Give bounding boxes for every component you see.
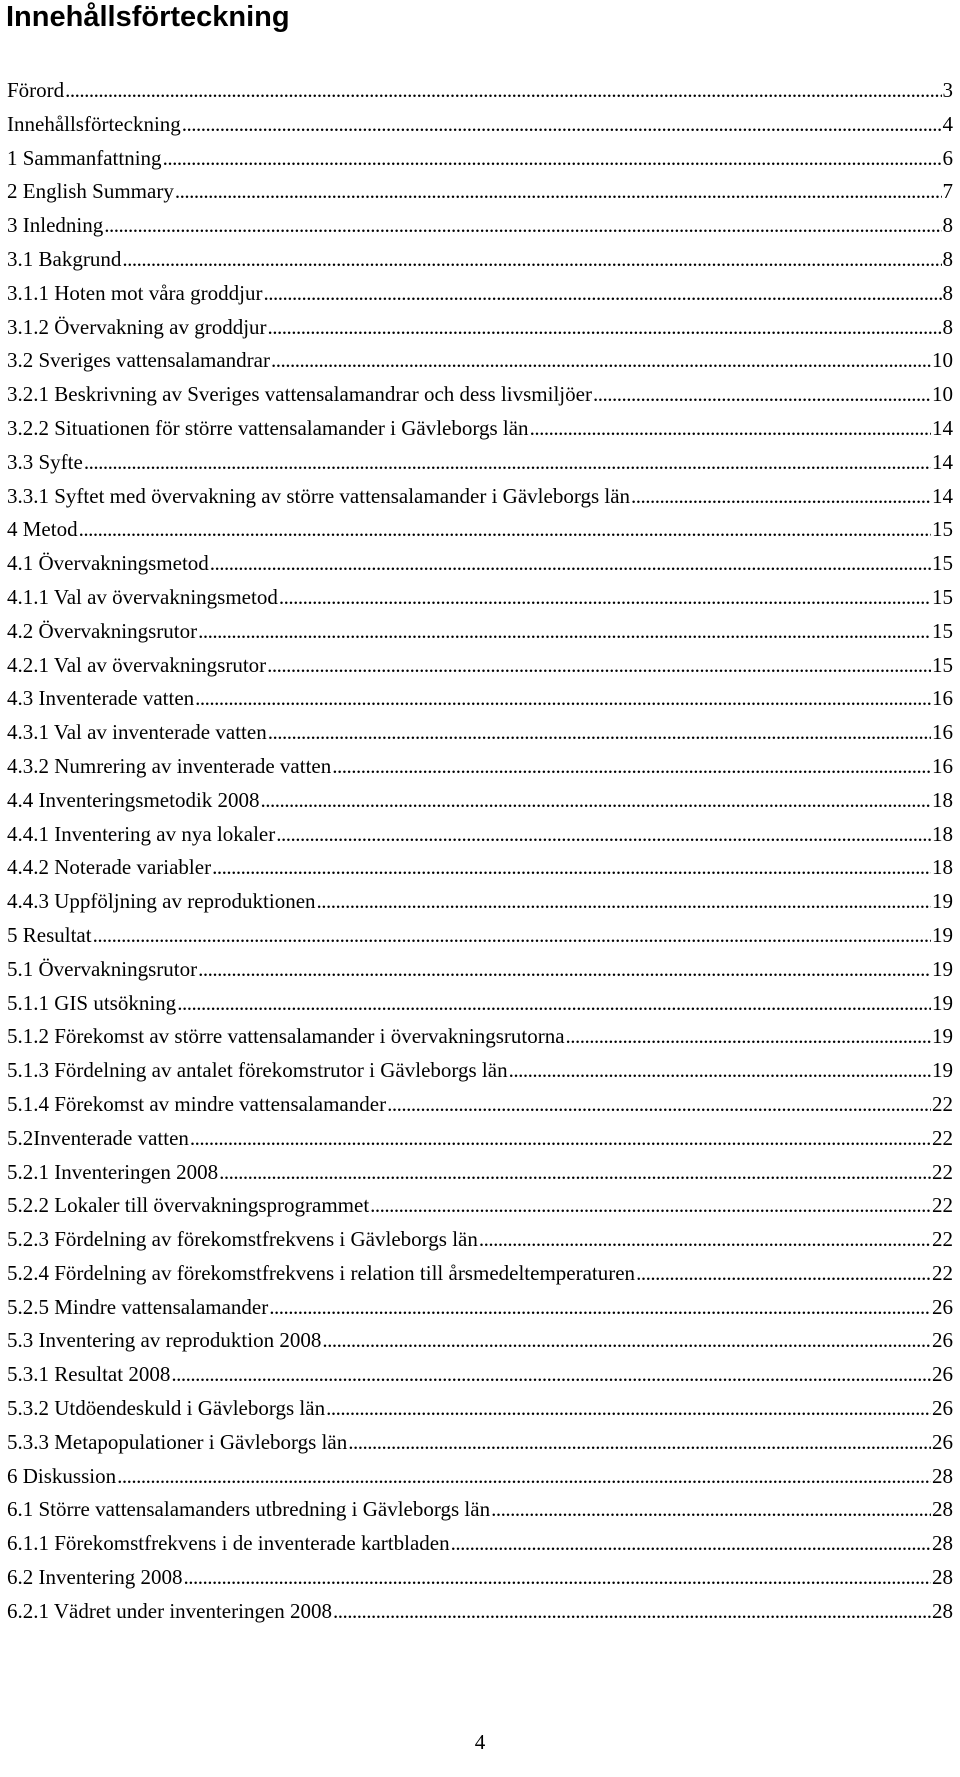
toc-entry-title: 4.4.1 Inventering av nya lokaler <box>7 821 276 846</box>
toc-dot-leader <box>163 142 942 176</box>
toc-entry[interactable] <box>7 344 953 378</box>
toc-dot-leader <box>322 1324 931 1358</box>
toc-entry-page: 28 <box>932 1565 953 1590</box>
toc-entry-page: 22 <box>932 1227 953 1252</box>
toc-entry-page: 22 <box>932 1125 953 1150</box>
toc-entry-page: 10 <box>932 382 953 407</box>
toc-dot-leader <box>491 1493 931 1527</box>
toc-entry-title: 5.3.1 Resultat 2008 <box>7 1362 171 1387</box>
toc-entry-title: 3.2 Sveriges vattensalamandrar <box>7 348 270 373</box>
toc-entry-title: 4.4.2 Noterade variabler <box>7 855 212 880</box>
toc-entry-page: 15 <box>932 652 953 677</box>
toc-dot-leader <box>212 851 931 885</box>
toc-entry[interactable] <box>7 1054 953 1088</box>
toc-entry-title: 3.3 Syfte <box>7 449 83 474</box>
toc-entry[interactable] <box>7 919 953 953</box>
toc-entry-title: 5.1 Övervakningsrutor <box>7 956 198 981</box>
toc-dot-leader <box>333 1595 931 1629</box>
toc-entry[interactable] <box>7 1527 953 1561</box>
toc-entry[interactable] <box>7 1189 953 1223</box>
toc-entry-page: 8 <box>942 280 953 305</box>
toc-dot-leader <box>210 547 931 581</box>
toc-entry-page: 14 <box>932 415 953 440</box>
toc-entry-title: 5 Resultat <box>7 922 92 947</box>
toc-entry-title: 5.2.2 Lokaler till övervakningsprogrammet <box>7 1193 370 1218</box>
toc-dot-leader <box>530 412 931 446</box>
toc-entry-page: 26 <box>932 1396 953 1421</box>
toc-entry-title: Förord <box>7 78 65 102</box>
toc-dot-leader <box>317 885 931 919</box>
page-title: Innehållsförteckning <box>6 1 290 33</box>
toc-entry[interactable] <box>7 243 953 277</box>
toc-entry-title: 1 Sammanfattning <box>7 145 162 170</box>
toc-entry-page: 28 <box>932 1598 953 1623</box>
toc-entry-title: 3.2.1 Beskrivning av Sveriges vattensalamandrar och dess livsmiljöer <box>7 382 592 407</box>
toc-dot-leader <box>566 1020 931 1054</box>
toc-entry-title: 3.1.1 Hoten mot våra groddjur <box>7 280 263 305</box>
toc-entry-page: 10 <box>932 348 953 373</box>
toc-entry[interactable] <box>7 1595 953 1629</box>
toc-entry-page: 22 <box>932 1091 953 1116</box>
toc-entry[interactable] <box>7 818 953 852</box>
toc-entry-page: 28 <box>932 1531 953 1556</box>
toc-dot-leader <box>451 1527 931 1561</box>
toc-entry[interactable] <box>7 716 953 750</box>
toc-dot-leader <box>93 919 931 953</box>
toc-dot-leader <box>195 682 931 716</box>
toc-entry[interactable] <box>7 513 953 547</box>
toc-entry-title: 4.3.1 Val av inventerade vatten <box>7 720 267 745</box>
toc-entry-title: 3.1.2 Övervakning av groddjur <box>7 314 267 339</box>
toc-entry-page: 16 <box>932 753 953 778</box>
page-number: 4 <box>474 1730 486 1754</box>
toc-entry-title: 2 English Summary <box>7 179 174 204</box>
toc-dot-leader <box>117 1460 931 1494</box>
toc-entry-title: 4.3.2 Numrering av inventerade vatten <box>7 753 332 778</box>
toc-entry[interactable] <box>7 277 953 311</box>
toc-entry[interactable] <box>7 547 953 581</box>
toc-entry-page: 6 <box>942 145 953 170</box>
toc-entry-title: 4.4.3 Uppföljning av reproduktionen <box>7 889 316 914</box>
toc-entry-title: 6.1 Större vattensalamanders utbredning i Gävleborgs län <box>7 1497 491 1522</box>
toc-dot-leader <box>65 74 941 108</box>
toc-dot-leader <box>175 175 942 209</box>
toc-entry-page: 4 <box>942 111 953 136</box>
toc-entry[interactable] <box>7 1122 953 1156</box>
toc-entry-title: 5.2Inventerade vatten <box>7 1125 189 1150</box>
toc-dot-leader <box>263 277 941 311</box>
toc-dot-leader <box>636 1257 931 1291</box>
toc-dot-leader <box>171 1358 931 1392</box>
toc-entry[interactable] <box>7 108 953 142</box>
toc-dot-leader <box>332 750 931 784</box>
toc-entry-title: 5.2.4 Fördelning av förekomstfrekvens i relation till årsmedeltemperaturen <box>7 1260 636 1285</box>
toc-entry-page: 18 <box>932 855 953 880</box>
toc-entry-page: 14 <box>932 449 953 474</box>
toc-dot-leader <box>348 1426 931 1460</box>
toc-entry-page: 22 <box>932 1260 953 1285</box>
toc-entry[interactable] <box>7 1088 953 1122</box>
toc-entry-page: 18 <box>932 787 953 812</box>
toc-dot-leader <box>84 446 931 480</box>
toc-entry[interactable] <box>7 682 953 716</box>
toc-entry-title: 4 Metod <box>7 517 78 542</box>
toc-entry-title: 3.1 Bakgrund <box>7 246 122 271</box>
toc-entry[interactable] <box>7 1493 953 1527</box>
toc-entry-page: 15 <box>932 584 953 609</box>
toc-entry[interactable] <box>7 649 953 683</box>
toc-entry[interactable] <box>7 581 953 615</box>
toc-entry-title: 5.1.3 Fördelning av antalet förekomstrutor i Gävleborgs län <box>7 1058 508 1083</box>
toc-entry-page: 7 <box>942 179 953 204</box>
toc-entry-page: 28 <box>932 1497 953 1522</box>
toc-entry-title: Innehållsförteckning <box>7 111 181 136</box>
toc-entry-title: 4.1 Övervakningsmetod <box>7 551 209 576</box>
toc-entry-title: 4.2.1 Val av övervakningsrutor <box>7 652 267 677</box>
toc-entry-title: 6 Diskussion <box>7 1463 117 1488</box>
toc-entry[interactable] <box>7 1392 953 1426</box>
toc-dot-leader <box>122 243 941 277</box>
toc-dot-leader <box>370 1189 931 1223</box>
toc-dot-leader <box>177 987 931 1021</box>
toc-entry[interactable] <box>7 1257 953 1291</box>
toc-entry-page: 19 <box>932 990 953 1015</box>
toc-entry-title: 3.3.1 Syftet med övervakning av större vattensalamander i Gävleborgs län <box>7 483 631 508</box>
toc-entry[interactable] <box>7 378 953 412</box>
toc-entry[interactable] <box>7 987 953 1021</box>
table-of-contents <box>7 74 953 1629</box>
toc-entry[interactable] <box>7 750 953 784</box>
toc-dot-leader <box>276 818 931 852</box>
toc-entry-page: 19 <box>932 956 953 981</box>
toc-dot-leader <box>326 1392 931 1426</box>
toc-entry[interactable] <box>7 953 953 987</box>
toc-dot-leader <box>198 615 931 649</box>
toc-dot-leader <box>190 1122 931 1156</box>
toc-entry-title: 4.2 Övervakningsrutor <box>7 618 198 643</box>
toc-entry-page: 28 <box>932 1463 953 1488</box>
toc-dot-leader <box>182 108 942 142</box>
toc-entry-page: 22 <box>932 1159 953 1184</box>
toc-entry[interactable] <box>7 1223 953 1257</box>
toc-entry[interactable] <box>7 74 953 108</box>
toc-entry-title: 5.1.4 Förekomst av mindre vattensalamander <box>7 1091 387 1116</box>
toc-entry-page: 26 <box>932 1328 953 1353</box>
toc-entry-page: 15 <box>932 618 953 643</box>
toc-entry-page: 16 <box>932 686 953 711</box>
toc-entry-title: 3 Inledning <box>7 213 104 238</box>
toc-entry-title: 5.2.5 Mindre vattensalamander <box>7 1294 269 1319</box>
toc-dot-leader <box>509 1054 931 1088</box>
toc-dot-leader <box>387 1088 931 1122</box>
toc-entry[interactable] <box>7 1460 953 1494</box>
toc-dot-leader <box>267 649 931 683</box>
toc-entry-title: 5.2.3 Fördelning av förekomstfrekvens i Gävleborgs län <box>7 1227 478 1252</box>
toc-entry[interactable] <box>7 446 953 480</box>
toc-entry[interactable] <box>7 1156 953 1190</box>
toc-entry-title: 6.2 Inventering 2008 <box>7 1565 183 1590</box>
toc-entry-page: 22 <box>932 1193 953 1218</box>
toc-entry[interactable] <box>7 175 953 209</box>
toc-entry-page: 19 <box>932 922 953 947</box>
toc-dot-leader <box>269 1291 931 1325</box>
toc-dot-leader <box>268 716 931 750</box>
toc-dot-leader <box>198 953 931 987</box>
toc-entry-title: 5.2.1 Inventeringen 2008 <box>7 1159 219 1184</box>
toc-entry[interactable] <box>7 851 953 885</box>
toc-dot-leader <box>593 378 931 412</box>
toc-entry[interactable] <box>7 1426 953 1460</box>
toc-entry-title: 5.3.2 Utdöendeskuld i Gävleborgs län <box>7 1396 326 1421</box>
toc-entry[interactable] <box>7 615 953 649</box>
toc-entry-title: 5.1.1 GIS utsökning <box>7 990 177 1015</box>
toc-dot-leader <box>479 1223 931 1257</box>
toc-entry-page: 15 <box>932 517 953 542</box>
toc-entry-title: 6.2.1 Vädret under inventeringen 2008 <box>7 1598 333 1623</box>
toc-dot-leader <box>631 480 931 514</box>
toc-entry-title: 4.3 Inventerade vatten <box>7 686 195 711</box>
toc-entry-page: 3 <box>942 78 953 102</box>
toc-entry[interactable] <box>7 209 953 243</box>
toc-entry-page: 26 <box>932 1429 953 1454</box>
toc-entry[interactable] <box>7 142 953 176</box>
toc-entry-page: 19 <box>932 1058 953 1083</box>
toc-entry-page: 14 <box>932 483 953 508</box>
toc-dot-leader <box>79 513 931 547</box>
toc-entry-title: 5.1.2 Förekomst av större vattensalamander i övervakningsrutorna <box>7 1024 565 1049</box>
toc-entry-title: 5.3 Inventering av reproduktion 2008 <box>7 1328 322 1353</box>
toc-entry[interactable] <box>7 1561 953 1595</box>
toc-dot-leader <box>271 344 931 378</box>
toc-entry-page: 15 <box>932 551 953 576</box>
toc-entry[interactable] <box>7 311 953 345</box>
toc-entry-page: 19 <box>932 1024 953 1049</box>
toc-entry[interactable] <box>7 412 953 446</box>
toc-entry-page: 16 <box>932 720 953 745</box>
toc-entry-page: 26 <box>932 1362 953 1387</box>
toc-entry-title: 6.1.1 Förekomstfrekvens i de inventerade kartbladen <box>7 1531 450 1556</box>
toc-dot-leader <box>104 209 941 243</box>
toc-entry-page: 18 <box>932 821 953 846</box>
toc-entry-page: 8 <box>942 314 953 339</box>
toc-entry[interactable] <box>7 480 953 514</box>
toc-entry-page: 19 <box>932 889 953 914</box>
toc-dot-leader <box>279 581 931 615</box>
toc-entry[interactable] <box>7 1324 953 1358</box>
toc-entry[interactable] <box>7 1358 953 1392</box>
toc-entry-title: 3.2.2 Situationen för större vattensalamander i Gävleborgs län <box>7 415 529 440</box>
toc-dot-leader <box>184 1561 931 1595</box>
toc-dot-leader <box>219 1156 931 1190</box>
toc-dot-leader <box>268 311 942 345</box>
toc-entry-page: 8 <box>942 213 953 238</box>
toc-entry-page: 8 <box>942 246 953 271</box>
toc-dot-leader <box>261 784 931 818</box>
toc-entry-page: 26 <box>932 1294 953 1319</box>
toc-entry-title: 5.3.3 Metapopulationer i Gävleborgs län <box>7 1429 348 1454</box>
toc-entry-title: 4.4 Inventeringsmetodik 2008 <box>7 787 260 812</box>
toc-entry[interactable] <box>7 1291 953 1325</box>
toc-entry[interactable] <box>7 1020 953 1054</box>
toc-entry[interactable] <box>7 784 953 818</box>
toc-entry-title: 4.1.1 Val av övervakningsmetod <box>7 584 278 609</box>
toc-entry[interactable] <box>7 885 953 919</box>
